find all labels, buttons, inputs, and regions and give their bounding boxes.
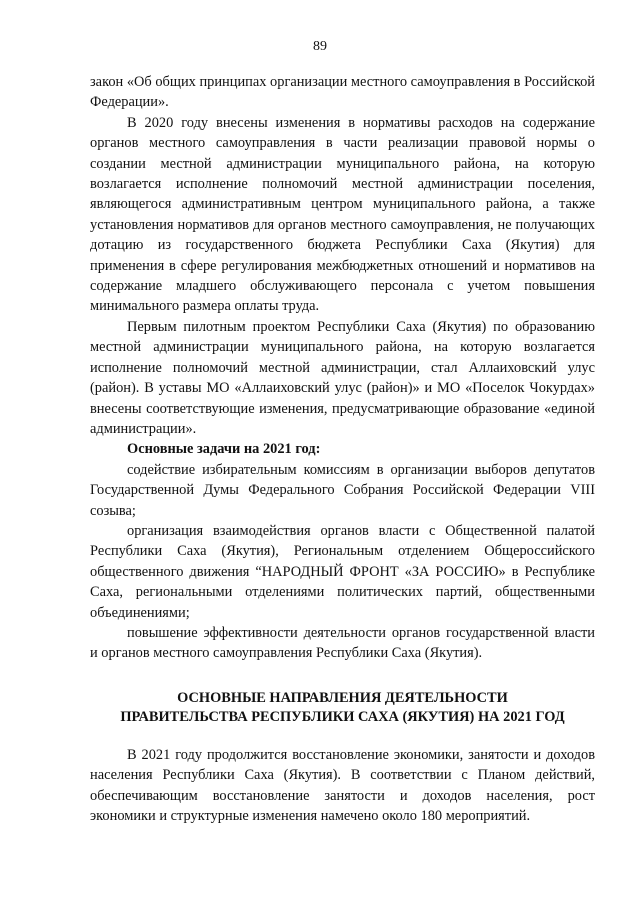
task-item: содействие избирательным комиссиям в организации выборов депутатов Государственной Думы Федерального Собрания Российской Федерации VIII созыва; xyxy=(90,461,595,519)
paragraph: В 2021 году продолжится восстановление экономики, занятости и доходов населения Республики Саха (Якутия). В соответствии с Планом действий, обеспечивающим восстановление занятости и доходов населения, рост экономики и структурные изменения намечено около 180 мероприятий. xyxy=(90,747,595,825)
task-item: организация взаимодействия органов власти с Общественной палатой Республики Саха (Якутия), Региональным отделением Общероссийского общественного движения “НАРОДНЫЙ ФРОНТ «ЗА РОССИЮ» в Республике Саха, региональными отделениями политических партий, общественными объединениями; xyxy=(90,522,595,621)
section-heading-line: ОСНОВНЫЕ НАПРАВЛЕНИЯ ДЕЯТЕЛЬНОСТИ xyxy=(177,690,508,706)
paragraph: закон «Об общих принципах организации местного самоуправления в Российской Федерации». xyxy=(90,74,595,111)
page-number: 89 xyxy=(313,39,327,54)
tasks-heading: Основные задачи на 2021 год: xyxy=(127,441,321,458)
paragraph: Первым пилотным проектом Республики Саха (Якутия) по образованию местной администрации муниципального района, на которую возлагается исполнение полномочий местной администрации, стал Аллаиховский улус (район). В уставы МО «Аллаиховский улус (район)» и МО «Поселок Чокурдах» внесены соответствующие изменения, предусматривающие образование «единой администрации». xyxy=(90,318,595,437)
section-heading xyxy=(90,689,595,727)
paragraph: В 2020 году внесены изменения в нормативы расходов на содержание органов местного самоуправления в части реализации правовой нормы о создании местной администрации муниципального района, на которую возлагается исполнение полномочий местной администрации поселения, являющегося административным центром муниципального района, а также установления нормативов для органов местного самоуправления, не получающих дотацию из государственного бюджета Республики Саха (Якутия) для применения в сфере регулирования межбюджетных отношений и нормативов на содержание младшего обслуживающего персонала с учетом повышения минимального размера оплаты труда. xyxy=(90,114,595,315)
task-item: повышение эффективности деятельности органов государственной власти и органов местного самоуправления Республики Саха (Якутия). xyxy=(90,624,595,662)
section-body-text xyxy=(90,745,595,827)
section-heading-line: ПРАВИТЕЛЬСТВА РЕСПУБЛИКИ САХА (ЯКУТИЯ) НА 2021 ГОД xyxy=(120,709,565,725)
body-text-block xyxy=(90,72,595,664)
